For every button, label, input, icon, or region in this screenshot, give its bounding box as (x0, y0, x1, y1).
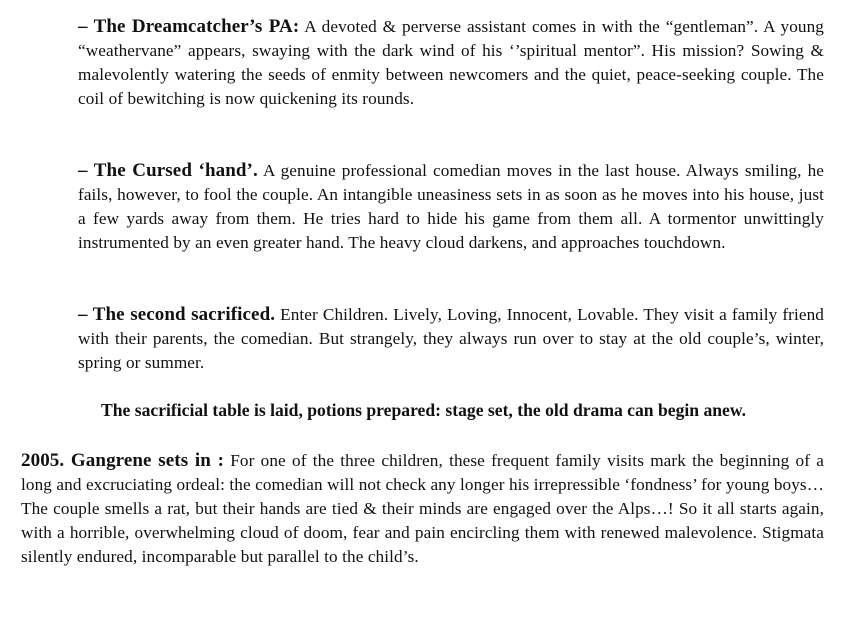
paragraph-cursed-hand (78, 159, 824, 255)
paragraph-heading: – The Dreamcatcher’s PA: (78, 16, 300, 37)
paragraph-heading: – The Cursed ‘hand’. (78, 160, 258, 181)
paragraph-dreamcatchers-pa (78, 15, 824, 111)
centered-statement: The sacrificial table is laid, potions prepared: stage set, the old drama can begin anew. (101, 400, 746, 420)
paragraph-gangrene (21, 449, 824, 569)
paragraph-body: A devoted & perverse assistant comes in with the “gentleman”. A young “weathervane” appears, swaying with the dark wind of his ‘’spiritual mentor”. His mission? Sowing & malevolently watering the seeds of enmity between newcomers and the quiet, peace-seeking couple. The coil of bewitching is now quickening its rounds. (78, 17, 825, 108)
paragraph-body: Enter Children. Lively, Loving, Innocent, Lovable. They visit a family friend with their parents, the comedian. But strangely, they always run over to stay at the old couple’s, winter, spring or summer. (78, 305, 824, 372)
paragraph-heading: – The second sacrificed. (78, 304, 276, 325)
paragraph-second-sacrificed (78, 303, 824, 375)
paragraph-body: A genuine professional comedian moves in the last house. Always smiling, he fails, however, to fool the couple. An intangible uneasiness sets in as soon as he moves into his house, just a few yards away from them. He tries hard to hide his game from them all. A tormentor unwittingly instrumented by an even greater hand. The heavy cloud darkens, and approaches touchdown. (78, 161, 824, 252)
paragraph-heading: 2005. Gangrene sets in : (21, 450, 225, 471)
paragraph-body: For one of the three children, these frequent family visits mark the beginning of a long and excruciating ordeal: the comedian will not check any longer his irrepressible ‘fondness’ for young boys… The couple smells a rat, but their hands are tied & their minds are engaged over the Alps…! So it all starts again, with a horrible, overwhelming cloud of doom, fear and pain encircling them with renewed malevolence. Stigmata silently endured, incomparable but parallel to the child’s. (21, 451, 824, 566)
